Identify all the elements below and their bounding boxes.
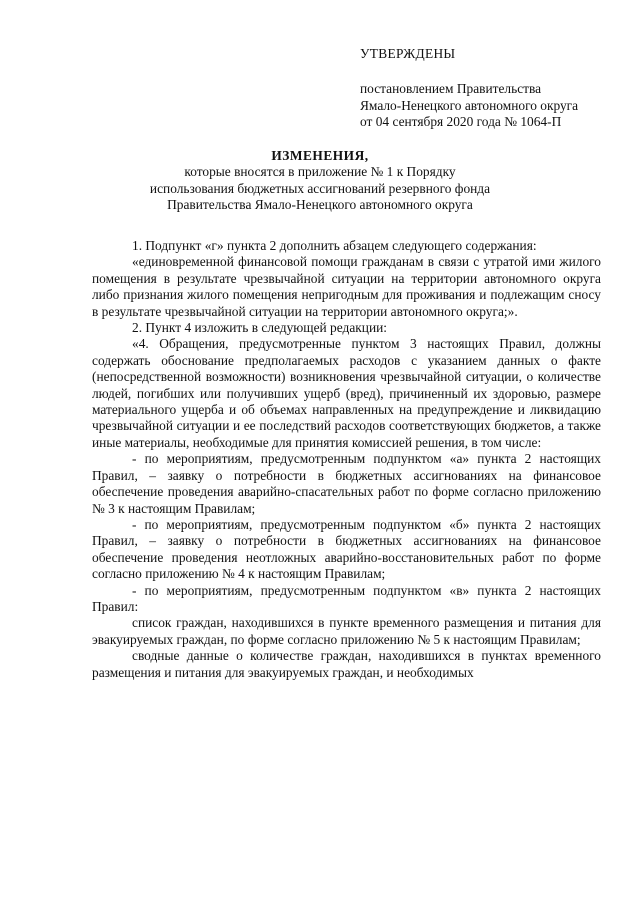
document-heading xyxy=(0,148,640,214)
paragraph: - по мероприятиям, предусмотренным подпунктом «а» пункта 2 настоящих Правил, – заявку о потребности в бюджетных ассигнованиях на финансовое обеспечение проведения аварийно-спасательных работ по форме согласно приложению № 3 к настоящим Правилам; xyxy=(92,451,601,516)
heading-line: которые вносятся в приложение № 1 к Порядку xyxy=(184,164,456,180)
heading-title: ИЗМЕНЕНИЯ, xyxy=(271,148,369,163)
heading-line: использования бюджетных ассигнований резервного фонда xyxy=(149,180,491,196)
approval-title: УТВЕРЖДЕНЫ xyxy=(360,46,456,61)
heading-line: Правительства Ямало-Ненецкого автономного округа xyxy=(167,197,473,213)
paragraph: - по мероприятиям, предусмотренным подпунктом «б» пункта 2 настоящих Правил, – заявку о потребности в бюджетных ассигнованиях на финансовое обеспечение проведения неотложных аварийно-восстановительных работ по форме согласно приложению № 4 к настоящим Правилам; xyxy=(92,516,601,582)
paragraph: 2. Пункт 4 изложить в следующей редакции: xyxy=(132,320,388,336)
approval-line: от 04 сентября 2020 года № 1064-П xyxy=(360,114,562,130)
approval-line: постановлением Правительства xyxy=(360,81,542,97)
paragraph: 1. Подпункт «г» пункта 2 дополнить абзацем следующего содержания: xyxy=(132,238,537,253)
document-body xyxy=(92,238,601,681)
paragraph: - по мероприятиям, предусмотренным подпунктом «в» пункта 2 настоящих Правил: xyxy=(92,582,601,614)
approval-block xyxy=(360,46,620,131)
approval-line: Ямало-Ненецкого автономного округа xyxy=(360,97,579,113)
paragraph: список граждан, находившихся в пункте временного размещения и питания для эвакуируемых граждан, по форме согласно приложению № 5 к настоящим Правилам; xyxy=(92,615,601,647)
paragraph: сводные данные о количестве граждан, находившихся в пунктах временного размещения и питания для эвакуируемых граждан, и необходимых xyxy=(92,648,601,680)
paragraph: «4. Обращения, предусмотренные пунктом 3 настоящих Правил, должны содержать обоснование предполагаемых расходов с указанием данных о факте (непосредственной возможности) возникновения чрезвычайной ситуации, о количестве людей, погибших или получивших ущерб (вред), причиненный их здоровью, размере материального ущерба и об объемах направленных на предупреждение и ликвидацию чрезвычайной ситуации и ее последствий расходов соответствующих бюджетов, а также иные материалы, необходимые для принятия комиссией решения, в том числе: xyxy=(92,336,601,450)
paragraph: «единовременной финансовой помощи гражданам в связи с утратой ими жилого помещения в результате чрезвычайной ситуации на территории автономного округа либо признания жилого помещения непригодным для проживания и подлежащим сносу в результате чрезвычайной ситуации на территории автономного округа;». xyxy=(92,254,601,319)
